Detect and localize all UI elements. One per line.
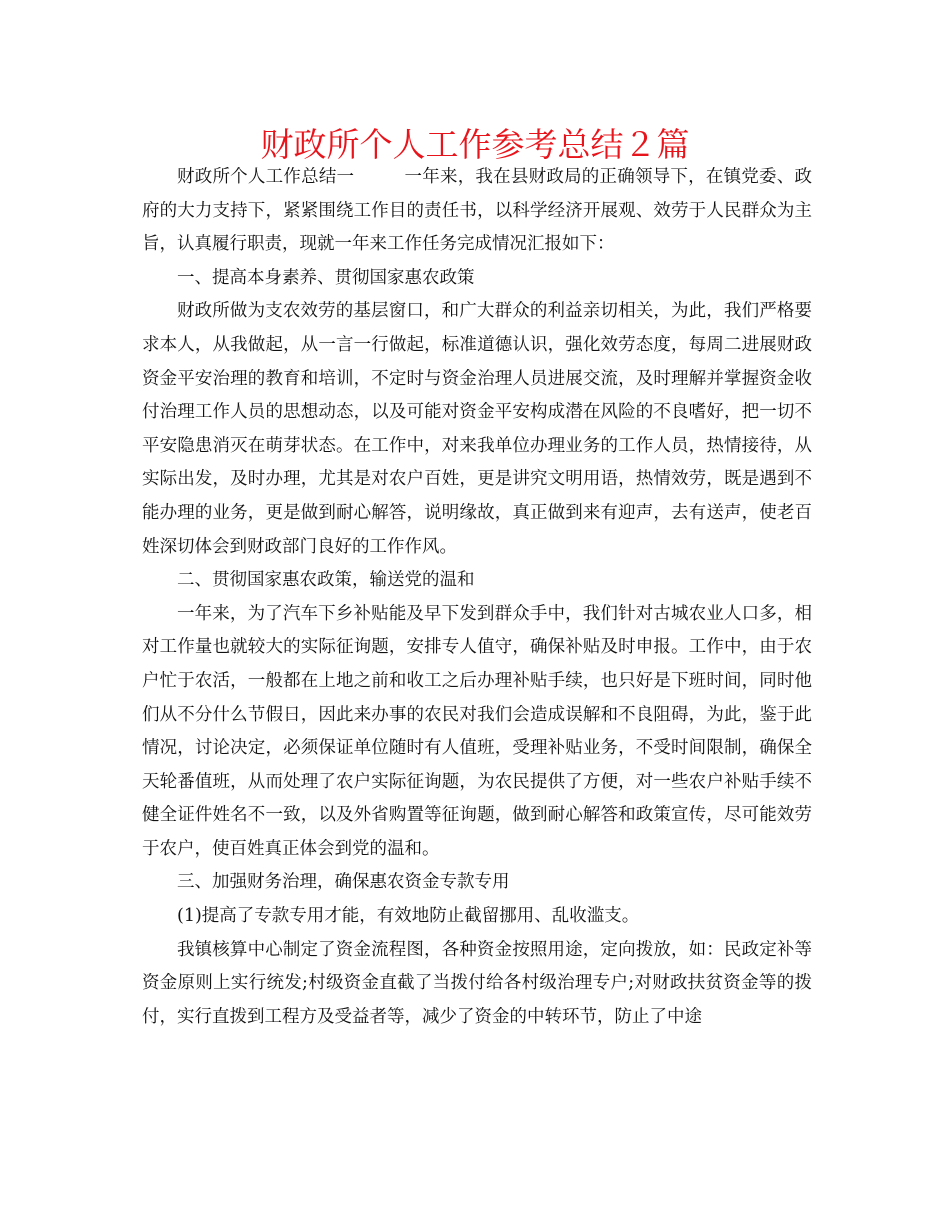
intro-text: 一年来，我在县财政局的正确领导下，在镇党委、政府的大力支持下，紧紧围绕工作目的责任书，以科学经济开展观、效劳于人民群众为主旨，认真履行职责，现就一年来工作任务完成情况汇报如下： [142,167,813,255]
section-heading-1: 一、提高本身素养、贯彻国家惠农政策 [177,267,475,288]
body-paragraph: 财政所做为支农效劳的基层窗口，和广大群众的利益亲切相关，为此，我们严格要求本人，从我做起，从一言一行做起，标准道德认识，强化效劳态度，每周二进展财政资金平安治理的教育和培训，不定时与资金治理人员进展交流，及时理解并掌握资金收付治理工作人员的思想动态，以及可能对资金平安构成潜在风险的不良嗜好，把一切不平安隐患消灭在萌芽状态。在工作中，对来我单位办理业务的工作人员，热情接待，从实际出发，及时办理，尤其是对农户百姓，更是讲究文明用语，热情效劳，既是遇到不能办理的业务，更是做到耐心解答，说明缘故，真正做到来有迎声，去有送声，使老百姓深切体会到财政部门良好的工作作风。 [142,301,812,557]
section-heading-3: 三、加强财务治理，确保惠农资金专款专用 [177,872,510,893]
intro-lead: 财政所个人工作总结一 [177,167,355,187]
document-title: 财政所个人工作参考总结２篇 [260,125,690,164]
intro-paragraph [142,161,812,262]
document-body [142,161,812,1034]
section-heading-2: 二、贯彻国家惠农政策，输送党的温和 [177,570,475,591]
sub-heading: (1)提高了专款专用才能，有效地防止截留挪用、乱收滥支。 [177,906,640,927]
body-paragraph: 一年来，为了汽车下乡补贴能及早下发到群众手中，我们针对古城农业人口多，相对工作量也就较大的实际征询题，安排专人值守，确保补贴及时申报。工作中，由于农户忙于农活，一般都在上地之前和收工之后办理补贴手续，也只好是下班时间，同时他们从不分什么节假日，因此来办事的农民对我们会造成误解和不良阻碍，为此，鉴于此情况，讨论决定，必须保证单位随时有人值班，受理补贴业务，不受时间限制，确保全天轮番值班，从而处理了农户实际征询题，为农民提供了方便，对一些农户补贴手续不健全证件姓名不一致，以及外省购置等征询题，做到耐心解答和政策宣传，尽可能效劳于农户，使百姓真正体会到党的温和。 [142,603,812,859]
body-paragraph: 我镇核算中心制定了资金流程图，各种资金按照用途，定向拨放，如：民政定补等资金原则上实行统发;村级资金直截了当拨付给各村级治理专户;对财政扶贫资金等的拨付，实行直拨到工程方及受益者等，减少了资金的中转环节，防止了中途 [142,939,812,1027]
